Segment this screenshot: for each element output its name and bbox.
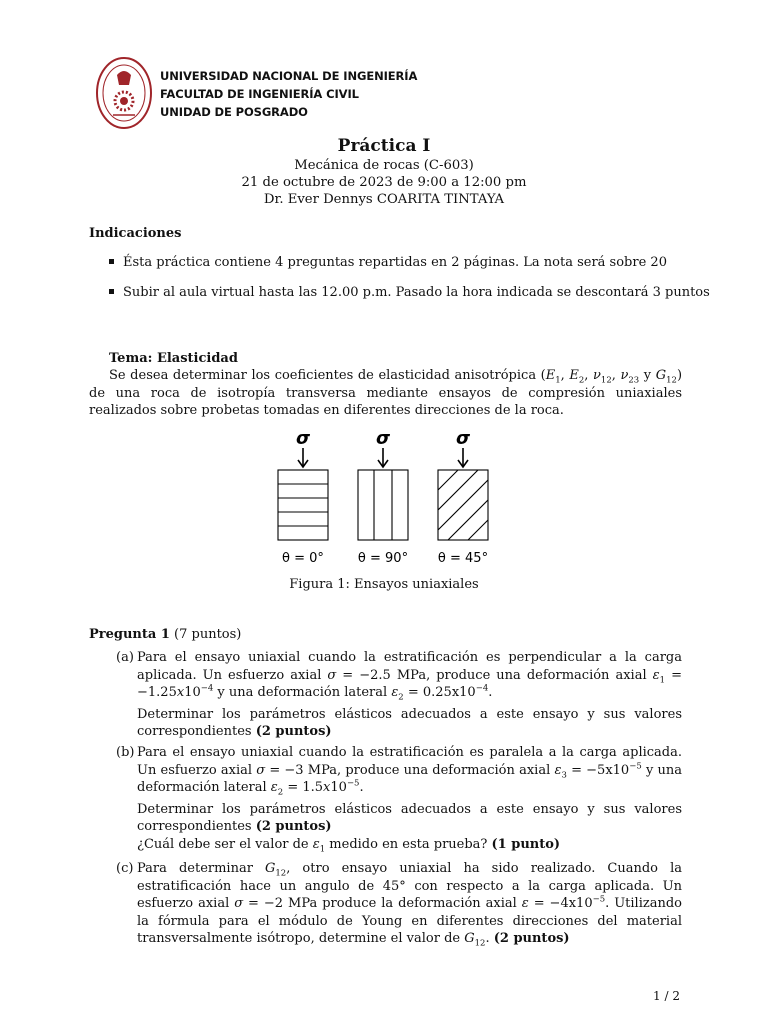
- specimen-inclined-layers: [438, 470, 488, 540]
- question-item-b: (b) Para el ensayo uniaxial cuando la estratificación es paralela a la carga aplicada. Un esfuerzo axial σ = −3 MPa, produce una deformación axial $\varepsilon_3 = -5x10^{-5}$ y una deformación lateral $\varepsilon_2 = 1.5x10^{-5}$. Determinar los parámetros elásticos adecuados a este ensayo y sus valores correspondientes (2 puntos) ¿Cuál debe ser el valor de $\varepsilon_1$ medido en esta prueba? (1 punto): [116, 745, 683, 855]
- topic-paragraph: Se desea determinar los coeficientes de elasticidad anisotrópica ($E_1$, $E_2$, $\nu_{12}$, $\nu_{23}$ y $G_{12}$) de una roca de isotropía transversa mediante ensayos de compresión uniaxiales realizados sobre probetas tomadas en diferentes direcciones de la roca.: [89, 368, 683, 418]
- angle-label-45: θ = 45°: [437, 551, 489, 566]
- indication-item: Ésta práctica contiene 4 preguntas repartidas en 2 páginas. La nota será sobre 20: [109, 255, 667, 270]
- specimen-horizontal-layers: [278, 470, 328, 540]
- indication-item: Subir al aula virtual hasta las 12.00 p.m. Pasado la hora indicada se descontará 3 puntos: [109, 285, 710, 300]
- page-title: Práctica I: [337, 136, 431, 156]
- faculty-name: FACULTAD DE INGENIERÍA CIVIL: [160, 87, 359, 101]
- institution-names: [160, 67, 417, 121]
- figure-caption: Figura 1: Ensayos uniaxiales: [289, 577, 479, 592]
- university-name: UNIVERSIDAD NACIONAL DE INGENIERÍA: [160, 69, 418, 83]
- question-1-heading: Pregunta 1 (7 puntos): [89, 627, 242, 642]
- question-item-c: (c) Para determinar $G_{12}$, otro ensayo uniaxial ha sido realizado. Cuando la estratificación hace un angulo de 45° con respecto a la carga aplicada. Un esfuerzo axial σ = −2 MPa produce la deformación axial $\varepsilon = -4x10^{-5}$. Utilizando la fórmula para el módulo de Young en diferentes direcciones del material transversalmente isótropo, determine el valor de $G_{12}$. (2 puntos): [116, 861, 682, 949]
- title-block: [0, 135, 768, 208]
- page-number: 1 / 2: [653, 989, 680, 1003]
- university-seal-icon: [95, 55, 153, 131]
- bullet-icon: [109, 289, 114, 294]
- professor-name: Dr. Ever Dennys COARITA TINTAYA: [263, 192, 505, 207]
- unit-name: UNIDAD DE POSGRADO: [160, 105, 308, 119]
- specimen-vertical-layers: [358, 470, 408, 540]
- sigma-label-3: σ: [455, 428, 471, 449]
- angle-label-0: θ = 0°: [282, 551, 324, 566]
- bullet-icon: [109, 259, 114, 264]
- header: [95, 55, 515, 135]
- indications-heading: Indicaciones: [89, 226, 182, 241]
- uniaxial-tests-figure: [270, 428, 500, 570]
- exam-date: 21 de octubre de 2023 de 9:00 a 12:00 pm: [241, 175, 527, 190]
- load-arrow-icons: [298, 448, 468, 467]
- angle-label-90: θ = 90°: [357, 551, 409, 566]
- sigma-label-1: σ: [295, 428, 311, 449]
- course-name: Mecánica de rocas (C-603): [294, 158, 474, 173]
- sigma-label-2: σ: [375, 428, 391, 449]
- question-item-a: (a) Para el ensayo uniaxial cuando la estratificación es perpendicular a la carga aplicada. Un esfuerzo axial σ = −2.5 MPa, produce una deformación axial $\varepsilon_1 = -1.25x10^{-4}$ y una deformación lateral $\varepsilon_2 = 0.25x10^{-4}$. Determinar los parámetros elásticos adecuados a este ensayo y sus valores correspondientes (2 puntos): [116, 650, 682, 739]
- topic-heading: Tema: Elasticidad: [109, 351, 238, 366]
